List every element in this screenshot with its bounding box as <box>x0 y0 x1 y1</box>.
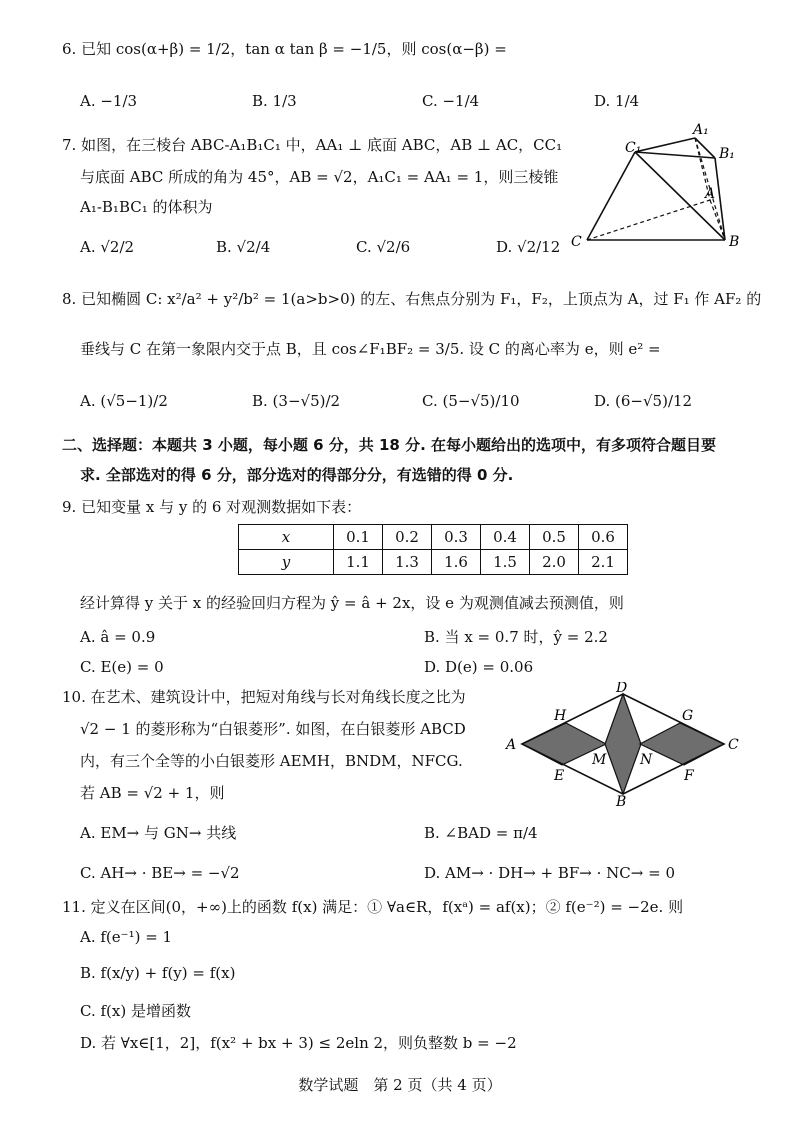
q10-label-g: G <box>682 708 694 724</box>
q11-option-a: A. f(e⁻¹) = 1 <box>80 928 173 946</box>
q10-silver-rhombus-figure <box>504 682 744 808</box>
q7-line-1: 7. 如图，在三棱台 ABC-A₁B₁C₁ 中，AA₁ ⊥ 底面 ABC，AB ⊥ AC，CC₁ <box>62 136 563 154</box>
q7-label-c1: C₁ <box>625 140 642 156</box>
table-cell: 0.5 <box>530 525 579 550</box>
q8-option-a: A. (√5−1)/2 <box>80 392 168 410</box>
table-cell: 0.2 <box>383 525 432 550</box>
table-cell: x <box>239 525 334 550</box>
q6-option-b: B. 1/3 <box>252 92 297 110</box>
q9-option-a: A. â = 0.9 <box>80 628 156 646</box>
q10-line-3: 内，有三个全等的小白银菱形 AEMH，BNDM，NFCG. <box>80 752 463 770</box>
table-cell: 2.1 <box>579 550 628 575</box>
q8-option-c: C. (5−√5)/10 <box>422 392 520 410</box>
q10-label-d: D <box>616 682 628 696</box>
q7-line-2: 与底面 ABC 所成的角为 45°，AB = √2，A₁C₁ = AA₁ = 1，则三棱锥 <box>80 168 559 186</box>
q11-option-b: B. f(x/y) + f(y) = f(x) <box>80 964 236 982</box>
q8-option-d: D. (6−√5)/12 <box>594 392 693 410</box>
q10-line-2: √2 − 1 的菱形称为“白银菱形”. 如图，在白银菱形 ABCD <box>80 720 466 738</box>
q10-label-c: C <box>728 737 739 753</box>
q11-stem: 11. 定义在区间(0，+∞)上的函数 f(x) 满足：① ∀a∈R，f(xᵃ) = af(x)；② f(e⁻²) = −2e. 则 <box>62 898 684 916</box>
q9-option-c: C. E(e) = 0 <box>80 658 164 676</box>
q11-option-d: D. 若 ∀x∈[1，2]，f(x² + bx + 3) ≤ 2eln 2，则负整数 b = −2 <box>80 1034 517 1052</box>
q6-option-c: C. −1/4 <box>422 92 480 110</box>
q7-label-b: B <box>729 234 740 250</box>
q10-option-d: D. AM→ · DH→ + BF→ · NC→ = 0 <box>424 864 675 882</box>
q10-option-c: C. AH→ · BE→ = −√2 <box>80 864 240 882</box>
q10-line-4: 若 AB = √2 + 1，则 <box>80 784 225 802</box>
table-cell: 0.1 <box>334 525 383 550</box>
q10-label-n: N <box>640 752 653 768</box>
q10-label-a: A <box>506 737 517 753</box>
q11-option-c: C. f(x) 是增函数 <box>80 1002 191 1020</box>
q7-frustum-figure <box>565 118 755 258</box>
q6-option-a: A. −1/3 <box>80 92 138 110</box>
q10-option-b: B. ∠BAD = π/4 <box>424 824 538 842</box>
page-footer: 数学试题 第 2 页（共 4 页） <box>298 1076 502 1094</box>
q7-line-3: A₁-B₁BC₁ 的体积为 <box>80 198 213 216</box>
table-cell: y <box>239 550 334 575</box>
q8-line-1: 8. 已知椭圆 C: x²/a² + y²/b² = 1(a>b>0) 的左、右焦点分别为 F₁，F₂，上顶点为 A，过 F₁ 作 AF₂ 的 <box>62 290 762 308</box>
q10-option-a: A. EM→ 与 GN→ 共线 <box>80 824 237 842</box>
q7-option-c: C. √2/6 <box>356 238 411 256</box>
table-cell: 1.5 <box>481 550 530 575</box>
q7-option-d: D. √2/12 <box>496 238 561 256</box>
q8-line-2: 垂线与 C 在第一象限内交于点 B，且 cos∠F₁BF₂ = 3/5. 设 C 的离心率为 e，则 e² = <box>80 340 661 358</box>
q8-option-b: B. (3−√5)/2 <box>252 392 341 410</box>
q6-option-d: D. 1/4 <box>594 92 640 110</box>
table-row <box>239 550 628 575</box>
q7-label-c: C <box>571 234 582 250</box>
q10-label-m: M <box>592 752 607 768</box>
section2-line-2: 求. 全部选对的得 6 分，部分选对的得部分分，有选错的得 0 分. <box>80 466 514 484</box>
q7-option-b: B. √2/4 <box>216 238 271 256</box>
section2-line-1: 二、选择题：本题共 3 小题，每小题 6 分，共 18 分. 在每小题给出的选项中，有多项符合题目要 <box>62 436 717 454</box>
q10-label-f: F <box>684 768 694 784</box>
table-cell: 0.4 <box>481 525 530 550</box>
q7-label-b1: B₁ <box>719 146 735 162</box>
q9-data-table <box>238 524 628 575</box>
q10-line-1: 10. 在艺术、建筑设计中，把短对角线与长对角线长度之比为 <box>62 688 466 706</box>
table-cell: 2.0 <box>530 550 579 575</box>
q7-label-a: A <box>705 186 716 202</box>
table-cell: 1.1 <box>334 550 383 575</box>
q10-label-h: H <box>554 708 567 724</box>
q6-stem: 6. 已知 cos(α+β) = 1/2，tan α tan β = −1/5，则 cos(α−β) = <box>62 40 507 58</box>
q7-option-a: A. √2/2 <box>80 238 135 256</box>
table-cell: 1.6 <box>432 550 481 575</box>
q9-after-table: 经计算得 y 关于 x 的经验回归方程为 ŷ = â + 2x，设 e 为观测值减去预测值，则 <box>80 594 624 612</box>
table-cell: 0.6 <box>579 525 628 550</box>
table-cell: 0.3 <box>432 525 481 550</box>
q9-stem: 9. 已知变量 x 与 y 的 6 对观测数据如下表： <box>62 498 362 516</box>
q10-label-b: B <box>616 794 627 808</box>
table-row <box>239 525 628 550</box>
q7-label-a1: A₁ <box>693 122 709 138</box>
table-cell: 1.3 <box>383 550 432 575</box>
q10-label-e: E <box>554 768 565 784</box>
q9-option-d: D. D(e) = 0.06 <box>424 658 534 676</box>
q9-option-b: B. 当 x = 0.7 时，ŷ = 2.2 <box>424 628 608 646</box>
